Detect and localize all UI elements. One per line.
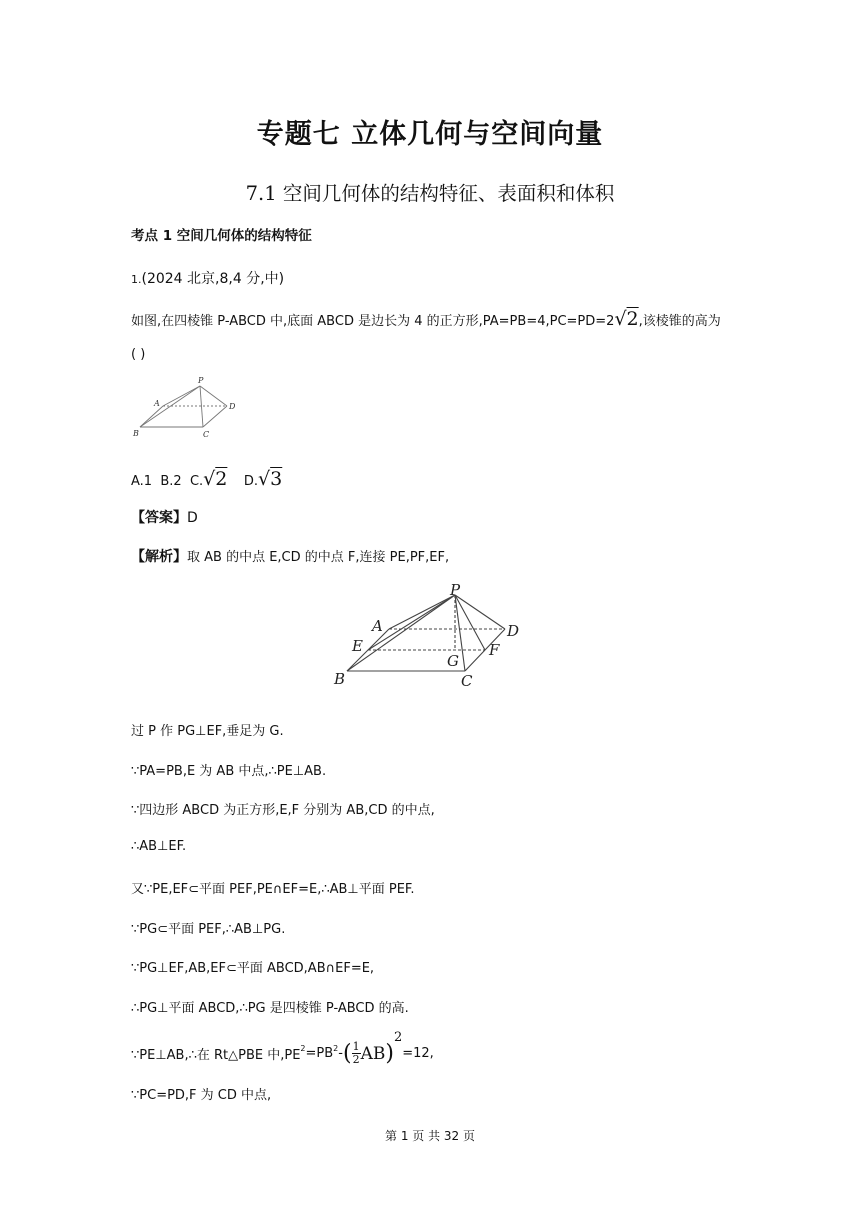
pe-sup-2: 2 bbox=[333, 1044, 339, 1053]
solution-line-5: 又∵PE,EF⊂平面 PEF,PE∩EF=E,∴AB⊥平面 PEF. bbox=[131, 882, 415, 897]
solution-line-last: ∵PC=PD,F 为 CD 中点, bbox=[131, 1088, 272, 1103]
large-label-c: C bbox=[461, 672, 473, 690]
pe-text-1: ∵PE⊥AB,∴在 Rt△PBE 中,PE bbox=[131, 1048, 301, 1063]
small-label-b: B bbox=[133, 429, 139, 438]
solution-line-pe bbox=[131, 1030, 434, 1066]
solution-line-2: ∵PA=PB,E 为 AB 中点,∴PE⊥AB. bbox=[131, 764, 327, 779]
subtitle-number: 7.1 bbox=[245, 182, 277, 205]
answer-blank: ( ) bbox=[131, 347, 146, 362]
problem-source: (2024 北京,8,4 分,中) bbox=[141, 271, 285, 287]
solution-line-6: ∵PG⊂平面 PEF,∴AB⊥PG. bbox=[131, 922, 286, 937]
choice-c-sqrt: √2 bbox=[203, 468, 228, 490]
pe-ab: AB bbox=[360, 1043, 386, 1064]
page-title: 专题七 立体几何与空间向量 bbox=[256, 119, 604, 150]
small-label-a: A bbox=[154, 399, 160, 408]
solution-line-3: ∵四边形 ABCD 为正方形,E,F 分别为 AB,CD 的中点, bbox=[131, 803, 435, 818]
answer-label: 【答案】 bbox=[131, 510, 187, 526]
solution-line-4: ∴AB⊥EF. bbox=[131, 839, 187, 854]
stem-sqrt-radicand: 2 bbox=[626, 308, 639, 330]
small-label-d: D bbox=[229, 402, 236, 411]
small-edge-cd bbox=[203, 406, 227, 427]
paren-open: ( bbox=[342, 1041, 352, 1066]
choice-a: A.1 bbox=[131, 474, 153, 489]
section-heading: 考点 1 空间几何体的结构特征 bbox=[131, 228, 312, 244]
choice-d-sqrt: √3 bbox=[258, 468, 283, 490]
large-label-e: E bbox=[352, 637, 363, 655]
problem-number: 1. bbox=[131, 273, 142, 286]
choice-c-prefix: C. bbox=[189, 474, 204, 489]
solution-line-1: 过 P 作 PG⊥EF,垂足为 G. bbox=[131, 724, 284, 739]
small-edge-ba bbox=[140, 406, 163, 427]
problem-header bbox=[131, 268, 284, 288]
small-label-p: P bbox=[198, 376, 204, 385]
small-label-c: C bbox=[203, 430, 210, 439]
subtitle-text: 空间几何体的结构特征、表面积和体积 bbox=[282, 182, 615, 205]
small-edge-pc bbox=[200, 386, 203, 427]
large-pyramid-figure bbox=[330, 580, 530, 690]
page-footer: 第 1 页 共 32 页 bbox=[385, 1129, 475, 1143]
paren-close: ) bbox=[385, 1041, 394, 1066]
small-edge-pa bbox=[163, 386, 200, 406]
analysis-text: 取 AB 的中点 E,CD 的中点 F,连接 PE,PF,EF, bbox=[187, 550, 450, 565]
large-label-d: D bbox=[507, 622, 520, 640]
choice-d bbox=[243, 468, 283, 490]
problem-stem bbox=[131, 308, 721, 330]
answer-line bbox=[131, 507, 198, 527]
large-label-g: G bbox=[447, 652, 459, 670]
small-edge-pb bbox=[140, 386, 200, 427]
solution-line-7: ∵PG⊥EF,AB,EF⊂平面 ABCD,AB∩EF=E, bbox=[131, 961, 375, 976]
fraction-half bbox=[352, 1041, 361, 1066]
large-edge-pa bbox=[389, 595, 455, 629]
choice-d-radicand: 3 bbox=[270, 468, 283, 490]
choice-c-radicand: 2 bbox=[215, 468, 228, 490]
solution-line-8: ∴PG⊥平面 ABCD,∴PG 是四棱锥 P-ABCD 的高. bbox=[131, 1001, 409, 1016]
pe-text-3: - bbox=[338, 1046, 343, 1061]
choice-d-prefix: D. bbox=[243, 474, 259, 489]
small-pyramid-figure bbox=[128, 374, 244, 442]
large-label-p: P bbox=[450, 581, 461, 599]
answer-value: D bbox=[187, 510, 198, 526]
large-label-b: B bbox=[334, 670, 346, 688]
large-segment-pf bbox=[455, 595, 485, 650]
stem-text-before: 如图,在四棱锥 P-ABCD 中,底面 ABCD 是边长为 4 的正方形,PA=PB=4,PC=PD=2 bbox=[131, 314, 615, 329]
analysis-label: 【解析】 bbox=[131, 549, 187, 565]
stem-text-after: ,该棱锥的高为 bbox=[638, 314, 721, 329]
fraction-numerator: 1 bbox=[352, 1040, 360, 1053]
section-subtitle bbox=[0, 178, 860, 206]
pe-text-4: =12, bbox=[402, 1046, 434, 1061]
large-label-f: F bbox=[489, 641, 500, 659]
choices bbox=[131, 468, 282, 490]
stem-sqrt: √2 bbox=[614, 308, 639, 330]
pe-sup-1: 2 bbox=[300, 1044, 306, 1053]
pe-sup-3: 2 bbox=[393, 1030, 403, 1045]
analysis-line bbox=[131, 546, 449, 566]
large-label-a: A bbox=[372, 617, 383, 635]
large-edge-pd bbox=[455, 595, 505, 629]
large-edge-pb bbox=[347, 595, 455, 671]
choice-b: B.2 bbox=[160, 474, 182, 489]
choice-c bbox=[189, 468, 228, 490]
pe-text-2: =PB bbox=[305, 1046, 334, 1061]
fraction-denominator: 2 bbox=[352, 1053, 360, 1066]
small-edge-pd bbox=[200, 386, 227, 406]
